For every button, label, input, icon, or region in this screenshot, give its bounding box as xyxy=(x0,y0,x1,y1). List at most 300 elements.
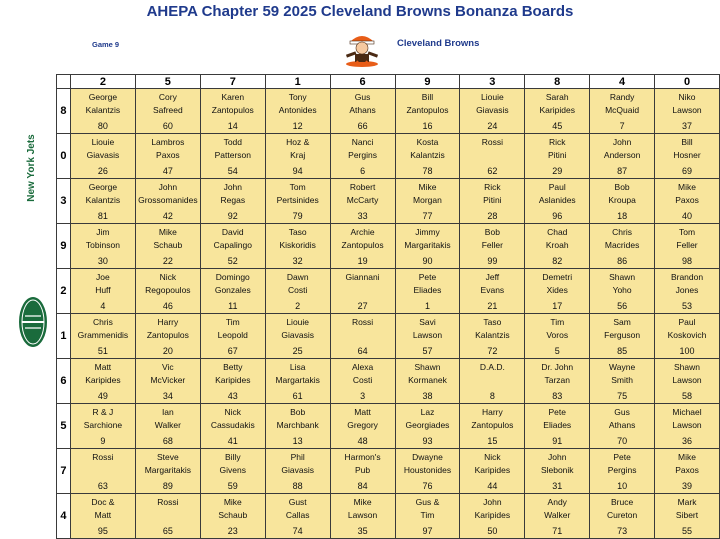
board-body xyxy=(57,89,720,539)
owner-first-line: Rossi xyxy=(351,317,374,327)
square-number: 62 xyxy=(487,166,498,176)
owner-first-line: Billy xyxy=(224,452,241,462)
owner-second-line: Marchbank xyxy=(276,420,319,430)
owner-second-line: Pergins xyxy=(348,150,377,160)
board-square xyxy=(460,449,525,494)
owner-first-line: Robert xyxy=(349,182,376,192)
board-square xyxy=(135,449,200,494)
owner-first-line: Tim xyxy=(550,317,565,327)
board-square xyxy=(200,404,265,449)
owner-second-line: Pitini xyxy=(548,150,567,160)
board-square xyxy=(590,314,655,359)
owner-second-line: Antonides xyxy=(278,105,317,115)
owner-first-line: Dr. John xyxy=(541,362,574,372)
board-square xyxy=(395,269,460,314)
board-square xyxy=(70,89,135,134)
square-number: 55 xyxy=(682,526,693,536)
owner-second-line: Giavasis xyxy=(476,105,509,115)
square-number: 34 xyxy=(162,391,173,401)
board-square xyxy=(200,359,265,404)
owner-first-line: John xyxy=(483,497,502,507)
board-square xyxy=(70,179,135,224)
owner-second-line: Athans xyxy=(349,105,376,115)
owner-second-line: Koskovich xyxy=(667,330,707,340)
board-square xyxy=(525,359,590,404)
owner-second-line: Schaub xyxy=(153,240,183,250)
board-square xyxy=(330,359,395,404)
column-digit: 0 xyxy=(655,75,720,89)
square-number: 83 xyxy=(552,391,563,401)
square-number: 45 xyxy=(552,121,563,131)
board-square xyxy=(70,494,135,539)
row-digit: 1 xyxy=(57,314,71,359)
owner-second-line: Margaritakis xyxy=(144,465,191,475)
square-number: 14 xyxy=(227,121,238,131)
owner-first-line: Demetri xyxy=(542,272,573,282)
owner-first-line: Pete xyxy=(548,407,566,417)
owner-first-line: Phil xyxy=(290,452,305,462)
square-number: 38 xyxy=(422,391,433,401)
square-number: 3 xyxy=(360,391,366,401)
square-number: 91 xyxy=(552,436,563,446)
owner-second-line: Sibert xyxy=(675,510,699,520)
owner-first-line: Mike xyxy=(678,182,696,192)
square-number: 66 xyxy=(357,121,368,131)
square-number: 35 xyxy=(357,526,368,536)
owner-second-line: Lawson xyxy=(672,420,702,430)
owner-second-line: Kalantzis xyxy=(410,150,445,160)
board-square xyxy=(265,134,330,179)
square-number: 11 xyxy=(228,301,238,311)
owner-second-line: McQuaid xyxy=(605,105,640,115)
board-square xyxy=(330,134,395,179)
board-square xyxy=(70,404,135,449)
square-number: 28 xyxy=(487,211,498,221)
board-square xyxy=(395,494,460,539)
owner-first-line: Shawn xyxy=(414,362,441,372)
square-number: 69 xyxy=(682,166,693,176)
board-square xyxy=(200,134,265,179)
owner-first-line: Liouie xyxy=(286,317,310,327)
owner-second-line: Margartakis xyxy=(275,375,320,385)
owner-first-line: Nick xyxy=(484,452,501,462)
jets-logo-icon xyxy=(18,296,48,348)
board-square xyxy=(590,269,655,314)
square-number: 86 xyxy=(617,256,628,266)
board-square xyxy=(135,179,200,224)
owner-second-line: Pergins xyxy=(607,465,637,475)
board-square xyxy=(265,269,330,314)
column-digit: 8 xyxy=(525,75,590,89)
owner-first-line: Nick xyxy=(159,272,177,282)
owner-first-line: Domingo xyxy=(215,272,250,282)
owner-first-line: Doc & xyxy=(91,497,115,507)
owner-first-line: Archie xyxy=(350,227,375,237)
owner-second-line: Pitini xyxy=(483,195,502,205)
owner-first-line: Sam xyxy=(613,317,631,327)
board-square xyxy=(655,449,720,494)
owner-first-line: Chris xyxy=(612,227,633,237)
owner-first-line: Michael xyxy=(672,407,702,417)
square-number: 10 xyxy=(617,481,628,491)
owner-second-line: Kiskoridis xyxy=(279,240,316,250)
owner-second-line: Zantopulos xyxy=(406,105,449,115)
owner-first-line: Nick xyxy=(224,407,242,417)
square-number: 36 xyxy=(682,436,693,446)
square-number: 98 xyxy=(682,256,693,266)
owner-first-line: Mike xyxy=(418,182,437,192)
row-digit: 2 xyxy=(57,269,71,314)
owner-second-line: Costi xyxy=(287,285,308,295)
board-square xyxy=(135,314,200,359)
square-number: 72 xyxy=(487,346,498,356)
board-square xyxy=(265,179,330,224)
board-square xyxy=(525,449,590,494)
square-number: 97 xyxy=(422,526,433,536)
square-number: 56 xyxy=(617,301,628,311)
board-square xyxy=(70,449,135,494)
board-square xyxy=(200,224,265,269)
owner-first-line: Cory xyxy=(158,92,177,102)
board-square xyxy=(655,404,720,449)
square-number: 41 xyxy=(227,436,238,446)
square-number: 17 xyxy=(552,301,563,311)
owner-first-line: Jim xyxy=(96,227,110,237)
owner-first-line: Mike xyxy=(158,227,177,237)
board-square xyxy=(395,134,460,179)
board-row xyxy=(57,314,720,359)
square-number: 68 xyxy=(162,436,173,446)
square-number: 67 xyxy=(227,346,238,356)
owner-first-line: Taso xyxy=(483,317,502,327)
square-number: 78 xyxy=(422,166,433,176)
square-number: 18 xyxy=(617,211,628,221)
owner-first-line: Karen xyxy=(221,92,245,102)
owner-first-line: John xyxy=(223,182,242,192)
owner-second-line: Giavasis xyxy=(281,465,314,475)
owner-second-line: Kraj xyxy=(290,150,306,160)
owner-first-line: Dwayne xyxy=(412,452,443,462)
square-number: 31 xyxy=(552,481,563,491)
square-number: 48 xyxy=(357,436,368,446)
board-row xyxy=(57,449,720,494)
board-square xyxy=(330,179,395,224)
square-number: 2 xyxy=(295,301,301,311)
board-square xyxy=(330,449,395,494)
square-number: 85 xyxy=(617,346,628,356)
owner-second-line: Smith xyxy=(611,375,633,385)
owner-second-line: McCarty xyxy=(346,195,379,205)
row-digit: 4 xyxy=(57,494,71,539)
owner-second-line: Callas xyxy=(285,510,310,520)
board-square xyxy=(395,314,460,359)
owner-first-line: Gust xyxy=(288,497,307,507)
board-row xyxy=(57,89,720,134)
owner-second-line: Schaub xyxy=(218,510,248,520)
owner-second-line: Kroupa xyxy=(608,195,636,205)
owner-first-line: Vic xyxy=(162,362,174,372)
square-number: 79 xyxy=(292,211,303,221)
board-square xyxy=(395,224,460,269)
square-number: 20 xyxy=(162,346,173,356)
owner-second-line: Leopold xyxy=(217,330,248,340)
square-number: 93 xyxy=(422,436,433,446)
owner-second-line: Tarzan xyxy=(544,375,570,385)
board-square xyxy=(395,404,460,449)
owner-second-line: McVicker xyxy=(150,375,186,385)
square-number: 99 xyxy=(487,256,498,266)
owner-first-line: Niko xyxy=(678,92,696,102)
board-square xyxy=(590,89,655,134)
owner-second-line: Cureton xyxy=(606,510,638,520)
row-digit: 9 xyxy=(57,224,71,269)
board-square xyxy=(265,314,330,359)
owner-first-line: Sarah xyxy=(545,92,569,102)
square-number: 64 xyxy=(357,346,368,356)
owner-first-line: Chad xyxy=(547,227,568,237)
owner-second-line: Grammenidis xyxy=(77,330,129,340)
board-square xyxy=(135,494,200,539)
owner-first-line: Pete xyxy=(418,272,437,282)
owner-first-line: Rossi xyxy=(92,452,114,462)
board-square xyxy=(525,494,590,539)
board-square xyxy=(655,224,720,269)
board-square xyxy=(525,89,590,134)
square-number: 71 xyxy=(552,526,563,536)
square-number: 16 xyxy=(422,121,433,131)
owner-first-line: Savi xyxy=(419,317,436,327)
owner-first-line: Paul xyxy=(548,182,566,192)
owner-second-line: Houstonides xyxy=(403,465,452,475)
board-square xyxy=(590,179,655,224)
board-square xyxy=(70,134,135,179)
board-square xyxy=(70,359,135,404)
owner-second-line: Pertsinides xyxy=(276,195,319,205)
square-number: 30 xyxy=(97,256,108,266)
owner-second-line xyxy=(460,374,524,387)
owner-second-line: Zantopulos xyxy=(471,420,514,430)
owner-second-line: Zantopulos xyxy=(341,240,384,250)
board-square xyxy=(265,89,330,134)
board-square xyxy=(265,224,330,269)
owner-second-line: Morgan xyxy=(413,195,442,205)
square-number: 5 xyxy=(554,346,560,356)
board-square xyxy=(655,134,720,179)
board-square xyxy=(590,134,655,179)
owner-first-line: Bill xyxy=(421,92,434,102)
board-square xyxy=(655,314,720,359)
owner-first-line: Harry xyxy=(157,317,179,327)
owner-second-line: Regas xyxy=(220,195,246,205)
square-number: 90 xyxy=(422,256,433,266)
owner-first-line: Randy xyxy=(609,92,635,102)
square-number: 26 xyxy=(97,166,108,176)
square-number: 19 xyxy=(357,256,368,266)
owner-second-line: Slebonik xyxy=(540,465,574,475)
owner-second-line: Kalantzis xyxy=(85,105,121,115)
board-square xyxy=(200,269,265,314)
square-number: 6 xyxy=(360,166,366,176)
owner-first-line: Harry xyxy=(481,407,503,417)
owner-first-line: Bob xyxy=(614,182,630,192)
board-row xyxy=(57,494,720,539)
board-square xyxy=(265,359,330,404)
owner-second-line: Ferguson xyxy=(604,330,641,340)
square-number: 94 xyxy=(292,166,303,176)
owner-second-line xyxy=(71,464,135,477)
square-number: 37 xyxy=(682,121,693,131)
owner-first-line: Bob xyxy=(290,407,306,417)
board-square xyxy=(590,404,655,449)
owner-second-line xyxy=(331,284,395,297)
board-square xyxy=(395,359,460,404)
row-digit: 3 xyxy=(57,179,71,224)
square-number: 65 xyxy=(162,526,173,536)
square-number: 24 xyxy=(487,121,498,131)
board-square xyxy=(460,314,525,359)
board-square xyxy=(135,404,200,449)
board-row xyxy=(57,134,720,179)
square-number: 23 xyxy=(227,526,238,536)
owner-first-line: Rossi xyxy=(157,497,179,507)
board-square xyxy=(655,359,720,404)
board-square xyxy=(265,449,330,494)
board-square xyxy=(135,359,200,404)
owner-second-line: Gonzales xyxy=(214,285,251,295)
owner-first-line: Steve xyxy=(156,452,179,462)
owner-second-line: Xides xyxy=(546,285,568,295)
owner-first-line: Paul xyxy=(678,317,696,327)
owner-second-line: Voros xyxy=(546,330,569,340)
owner-second-line: Tim xyxy=(420,510,435,520)
square-number: 54 xyxy=(227,166,238,176)
owner-first-line: Dawn xyxy=(286,272,309,282)
square-number: 27 xyxy=(357,301,368,311)
column-digit: 2 xyxy=(70,75,135,89)
owner-first-line: R & J xyxy=(92,407,114,417)
square-number: 40 xyxy=(682,211,693,221)
owner-second-line: Sarchione xyxy=(83,420,123,430)
owner-first-line: Tim xyxy=(225,317,240,327)
square-number: 1 xyxy=(424,301,430,311)
owner-first-line: Rick xyxy=(548,137,566,147)
owner-first-line: Gus & xyxy=(415,497,440,507)
owner-first-line: Taso xyxy=(288,227,307,237)
board-square xyxy=(265,404,330,449)
browns-elf-logo-icon xyxy=(340,28,384,68)
owner-first-line: Mike xyxy=(678,452,696,462)
owner-first-line: Bob xyxy=(484,227,500,237)
game-label: Game 9 xyxy=(92,40,120,49)
square-number: 84 xyxy=(357,481,368,491)
owner-second-line: Georgiades xyxy=(405,420,450,430)
column-digit: 3 xyxy=(460,75,525,89)
square-number: 70 xyxy=(617,436,628,446)
square-number: 88 xyxy=(292,481,303,491)
square-number: 33 xyxy=(357,211,368,221)
board-square xyxy=(330,404,395,449)
owner-first-line: Gus xyxy=(614,407,630,417)
square-number: 49 xyxy=(97,391,108,401)
square-number: 82 xyxy=(552,256,563,266)
owner-first-line: Rossi xyxy=(481,137,503,147)
page-title: AHEPA Chapter 59 2025 Cleveland Browns Bonanza Boards xyxy=(146,3,574,20)
owner-first-line: Chris xyxy=(92,317,113,327)
owner-first-line: George xyxy=(88,182,118,192)
owner-second-line: Hosner xyxy=(673,150,701,160)
owner-first-line: Jimmy xyxy=(415,227,440,237)
board-square xyxy=(135,269,200,314)
owner-second-line: Evans xyxy=(480,285,505,295)
square-number: 4 xyxy=(100,301,106,311)
owner-first-line: John xyxy=(548,452,567,462)
owner-first-line: Mike xyxy=(223,497,242,507)
row-digit: 6 xyxy=(57,359,71,404)
board-square xyxy=(135,89,200,134)
owner-second-line: Gregory xyxy=(347,420,378,430)
board-square xyxy=(330,224,395,269)
owner-second-line: Feller xyxy=(481,240,503,250)
owner-second-line: Paxos xyxy=(675,195,699,205)
owner-second-line: Giavasis xyxy=(281,330,314,340)
board-square xyxy=(70,224,135,269)
owner-second-line: Anderson xyxy=(603,150,641,160)
owner-first-line: Tony xyxy=(288,92,307,102)
board-square xyxy=(70,314,135,359)
square-number: 7 xyxy=(619,121,625,131)
square-number: 47 xyxy=(162,166,173,176)
owner-first-line: Jeff xyxy=(485,272,500,282)
square-number: 53 xyxy=(682,301,693,311)
owner-first-line: George xyxy=(88,92,118,102)
owner-second-line: Patterson xyxy=(214,150,251,160)
board-square xyxy=(460,269,525,314)
board-square xyxy=(330,89,395,134)
owner-first-line: Hoz & xyxy=(286,137,310,147)
owner-second-line: Huff xyxy=(95,285,111,295)
board-row xyxy=(57,359,720,404)
owner-first-line: Gus xyxy=(354,92,371,102)
board-square xyxy=(525,179,590,224)
square-number: 57 xyxy=(422,346,433,356)
owner-first-line: Bruce xyxy=(610,497,634,507)
owner-second-line: Karipides xyxy=(215,375,251,385)
owner-first-line: Betty xyxy=(223,362,243,372)
square-number: 96 xyxy=(552,211,563,221)
board-square xyxy=(330,269,395,314)
owner-second-line: Macrides xyxy=(604,240,640,250)
board-square xyxy=(460,404,525,449)
corner-cell xyxy=(57,75,71,89)
square-number: 59 xyxy=(227,481,238,491)
square-number: 42 xyxy=(162,211,173,221)
owner-first-line: Wayne xyxy=(609,362,636,372)
square-number: 92 xyxy=(227,211,238,221)
owner-second-line: Yoho xyxy=(612,285,632,295)
board-square xyxy=(590,224,655,269)
board-square xyxy=(135,134,200,179)
owner-first-line: Matt xyxy=(354,407,371,417)
column-digit: 7 xyxy=(200,75,265,89)
board-square xyxy=(200,314,265,359)
square-number: 9 xyxy=(100,436,106,446)
board-square xyxy=(265,494,330,539)
square-number: 44 xyxy=(487,481,498,491)
square-number: 100 xyxy=(679,346,695,356)
owner-second-line: Karipides xyxy=(85,375,121,385)
owner-first-line: Liouie xyxy=(481,92,504,102)
square-number: 61 xyxy=(292,391,303,401)
